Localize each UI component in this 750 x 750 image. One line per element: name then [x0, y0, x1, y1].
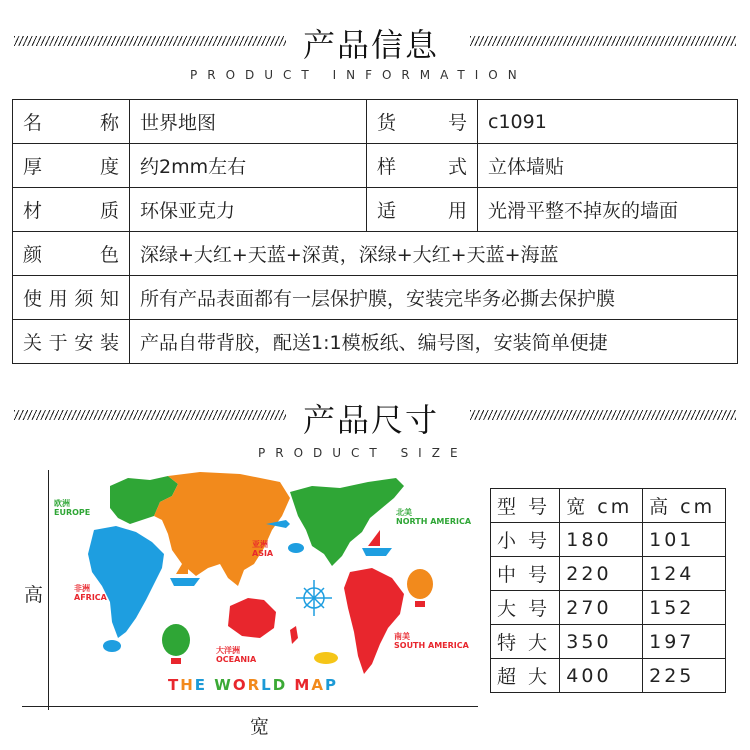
thickness-label: 厚度 — [13, 144, 130, 188]
width-cell: 400 — [560, 659, 643, 693]
table-row — [491, 557, 726, 591]
table-row — [13, 320, 738, 364]
width-axis-label: 宽 — [250, 716, 270, 738]
model-cell: 中 号 — [491, 557, 560, 591]
hot-air-balloon-icon-2 — [407, 569, 433, 607]
decorative-rule-left-2 — [14, 410, 286, 420]
height-header: 高 cm — [643, 489, 726, 523]
width-cell: 270 — [560, 591, 643, 625]
whale-icon — [103, 640, 121, 652]
table-row — [491, 523, 726, 557]
usage-notes-label: 使用须知 — [13, 276, 130, 320]
size-section-subtitle: PRODUCT SIZE — [258, 446, 468, 460]
material-label: 材质 — [13, 188, 130, 232]
table-header-row — [491, 489, 726, 523]
decorative-rule-left-1 — [14, 36, 286, 46]
model-header: 型 号 — [491, 489, 560, 523]
oceania-label: 大洋洲 OCEANIA — [216, 646, 257, 664]
height-cell: 225 — [643, 659, 726, 693]
compass-icon — [296, 580, 332, 616]
decorative-rule-right-1 — [470, 36, 736, 46]
north-america-label: 北美 NORTH AMERICA — [396, 508, 472, 526]
color-value: 深绿+大红+天蓝+深黄，深绿+大红+天蓝+海蓝 — [130, 232, 738, 276]
africa-label: 非洲 AFRICA — [74, 584, 107, 602]
height-cell: 152 — [643, 591, 726, 625]
world-map-title: THE WORLD MAP — [168, 676, 338, 694]
material-value: 环保亚克力 — [130, 188, 367, 232]
height-cell: 101 — [643, 523, 726, 557]
color-label: 颜色 — [13, 232, 130, 276]
width-header: 宽 cm — [560, 489, 643, 523]
size-table — [490, 488, 726, 693]
height-cell: 197 — [643, 625, 726, 659]
table-row — [491, 625, 726, 659]
south-america-label: 南美 SOUTH AMERICA — [394, 632, 469, 650]
table-row — [13, 100, 738, 144]
table-row — [13, 276, 738, 320]
height-cell: 124 — [643, 557, 726, 591]
model-cell: 特 大 — [491, 625, 560, 659]
size-section-title: 产品尺寸 — [303, 401, 440, 439]
table-row — [13, 188, 738, 232]
product-info-table — [12, 99, 738, 364]
width-cell: 180 — [560, 523, 643, 557]
sailboat-icon-2 — [362, 530, 392, 556]
info-section-title: 产品信息 — [303, 26, 440, 64]
installation-value: 产品自带背胶，配送1:1模板纸、编号图，安装简单便捷 — [130, 320, 738, 364]
table-row — [13, 232, 738, 276]
europe-label: 欧洲 EUROPE — [54, 499, 91, 517]
applicable-value: 光滑平整不掉灰的墙面 — [478, 188, 738, 232]
whale-icon-2 — [288, 543, 304, 553]
table-row — [13, 144, 738, 188]
item-no-value: c1091 — [478, 100, 738, 144]
installation-label: 关于安装 — [13, 320, 130, 364]
africa-shape — [88, 526, 164, 638]
submarine-icon — [314, 652, 338, 664]
width-cell: 350 — [560, 625, 643, 659]
model-cell: 大 号 — [491, 591, 560, 625]
south-america-shape — [344, 568, 404, 674]
asia-label: 亚洲 ASIA — [252, 540, 274, 558]
oceania-shape — [228, 598, 276, 638]
name-value: 世界地图 — [130, 100, 367, 144]
decorative-rule-right-2 — [470, 410, 736, 420]
info-section-subtitle: PRODUCT INFORMATION — [190, 68, 527, 82]
style-value: 立体墙贴 — [478, 144, 738, 188]
width-cell: 220 — [560, 557, 643, 591]
model-cell: 小 号 — [491, 523, 560, 557]
width-axis-line — [22, 706, 478, 707]
hot-air-balloon-icon — [162, 624, 190, 664]
height-axis-line — [48, 470, 49, 710]
style-label: 样式 — [367, 144, 478, 188]
item-no-label: 货号 — [367, 100, 478, 144]
table-row — [491, 591, 726, 625]
usage-notes-value: 所有产品表面都有一层保护膜，安装完毕务必撕去保护膜 — [130, 276, 738, 320]
table-row — [491, 659, 726, 693]
thickness-value: 约2mm左右 — [130, 144, 367, 188]
name-label: 名称 — [13, 100, 130, 144]
applicable-label: 适用 — [367, 188, 478, 232]
new-zealand-shape — [290, 626, 298, 644]
height-axis-label: 高 — [24, 584, 44, 606]
model-cell: 超 大 — [491, 659, 560, 693]
